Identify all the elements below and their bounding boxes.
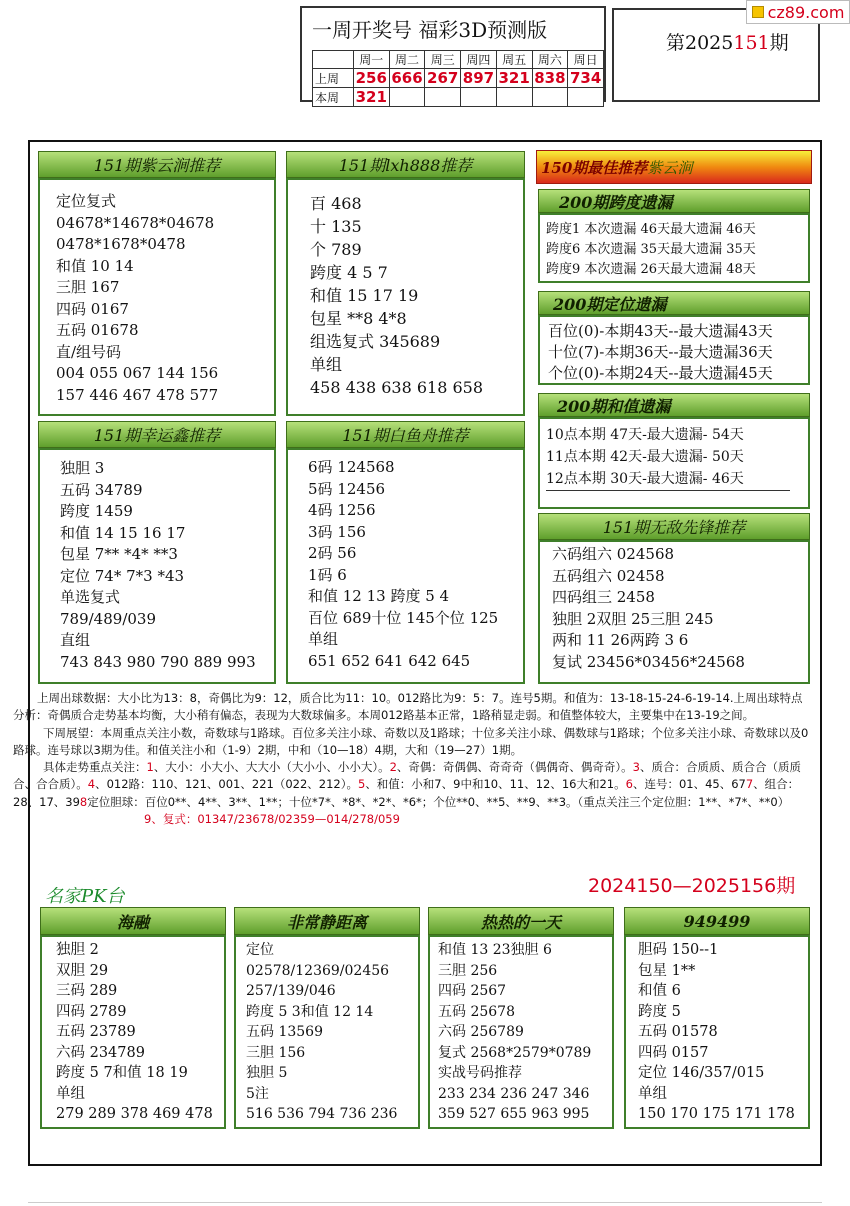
pos-title: 200期定位遗漏 [538, 291, 810, 315]
analysis-text [13, 690, 810, 828]
draw-number: 256 [353, 69, 389, 88]
logo-square-icon [752, 6, 764, 18]
lxh-lines: 百 468 十 135 个 789 跨度 4 5 7 和值 15 17 19 包星 **8 4*8 组选复式 345689 单组 458 438 638 618 658 [310, 194, 484, 397]
day-header: 周二 [389, 51, 425, 69]
draw-number: 267 [425, 69, 461, 88]
site-logo[interactable]: cz89.com [746, 0, 850, 24]
pk-col-1-title: 海融 [40, 907, 226, 935]
last-week-label: 上周 [313, 69, 354, 88]
bottom-divider [28, 1202, 822, 1203]
pk-col-4-lines: 胆码 150--1 包星 1** 和值 6 跨度 5 五码 01578 四码 0157 定位 146/357/015 单组 150 170 175 171 178 [638, 942, 795, 1122]
pk-title: 名家PK台 [45, 886, 125, 907]
pk-col-1-box [40, 935, 226, 1129]
pk-col-2-lines: 定位 02578/12369/02456 257/139/046 跨度 5 3和值 12 14 五码 13569 三胆 156 独胆 5 5注 516 536 794 736 236 [246, 942, 398, 1122]
wdxf-lines: 六码组六 024568 五码组六 02458 四码组三 2458 独胆 2双胆 25三胆 245 两和 11 26两跨 3 6 复试 23456*03456*24568 [552, 545, 745, 671]
analysis-compound: 9、复式：01347/23678/02359—014/278/059 [144, 812, 400, 827]
draw-number [425, 88, 461, 107]
pk-col-2-title: 非常静距离 [234, 907, 420, 935]
pk-col-3-lines: 和值 13 23独胆 6 三胆 256 四码 2567 五码 25678 六码 256789 复式 2568*2579*0789 实战号码推荐 233 234 236 247 346 359 527 655 963 995 [438, 942, 592, 1122]
draw-number: 666 [389, 69, 425, 88]
analysis-outlook: 下周展望：本周重点关注小数，奇数球与1路球。百位多关注小球、奇数以及1路球；十位多关注小球、偶数球与1路球；个位多关注小球、奇数球以及0路球。连号球以3期为佳。和值关注小和（1-9）2期，中和（10—18）4期，大和（19—27）1期。 [13, 725, 809, 757]
pk-col-1-lines: 独胆 2 双胆 29 三码 289 四码 2789 五码 23789 六码 234789 跨度 5 7和值 18 19 单组 279 289 378 469 478 [56, 942, 213, 1122]
draw-number: 734 [568, 69, 604, 88]
draw-number [532, 88, 568, 107]
draw-number [461, 88, 497, 107]
byz-box [286, 448, 525, 684]
day-header: 周五 [496, 51, 532, 69]
analysis-focus: 具体走势重点关注：1、大小：小大小、大大小（大小小、小小大）。2、奇偶：奇偶偶、奇奇奇（偶偶奇、偶奇奇）。3、质合：合质质、质合合（质质合、合合质）。4、012路：110、121、001、221（022、212）。5、和值：小和7、9中和10、11、12、16大和21。6、连号：01、45、677、组合：28、17、398定位胆球：百位0**、4**、3**、1**；十位*7*、*8*、*2*、*6*；个位**0、**5、**9、**3。（重点关注三个定位胆：1**、*7*、**0） [13, 760, 801, 809]
zyj-lines: 定位复式 04678*14678*04678 0478*1678*0478 和值 10 14 三胆 167 四码 0167 五码 01678 直/组号码 004 055 067 144 156 157 446 467 478 577 [56, 192, 219, 404]
draw-number: 321 [496, 69, 532, 88]
byz-title: 151期白鱼舟推荐 [286, 421, 525, 448]
weekly-draw-table [312, 50, 604, 107]
xyx-title: 151期幸运鑫推荐 [38, 421, 276, 448]
wdxf-title: 151期无敌先锋推荐 [538, 513, 810, 540]
day-header: 周一 [353, 51, 389, 69]
weekly-draw-panel [300, 6, 606, 106]
pos-box [538, 315, 810, 385]
issue-number: 第2025151期 [666, 32, 789, 54]
sum-lines: 10点本期 47天-最大遗漏- 54天 11点本期 42天-最大遗漏- 50天 12点本期 30天-最大遗漏- 46天 [546, 424, 790, 491]
draw-number [496, 88, 532, 107]
pk-period: 2024150—2025156期 [588, 875, 796, 897]
lxh-title: 151期lxh888推荐 [286, 151, 525, 178]
pos-lines: 百位(0)-本期43天--最大遗漏43天 十位(7)-本期36天--最大遗漏36天 个位(0)-本期24天--最大遗漏45天 [548, 322, 773, 382]
byz-lines: 6码 124568 5码 12456 4码 1256 3码 156 2码 56 1码 6 和值 12 13 跨度 5 4 百位 689十位 145个位 125 单组 651 652 641 642 645 [308, 458, 499, 670]
draw-number [568, 88, 604, 107]
zyj-title: 151期紫云涧推荐 [38, 151, 276, 178]
day-header: 周日 [568, 51, 604, 69]
xyx-box [38, 448, 276, 684]
sum-box [538, 417, 810, 509]
draw-number: 897 [461, 69, 497, 88]
span-box [538, 213, 810, 283]
sum-title: 200期和值遗漏 [538, 393, 810, 417]
best-title: 150期最佳推荐 紫云涧 [536, 150, 812, 184]
day-header: 周四 [461, 51, 497, 69]
pk-col-4-title: 949499 [624, 907, 810, 935]
span-title: 200期跨度遗漏 [538, 189, 810, 213]
analysis-last-week: 上周出球数据：大小比为13：8，奇偶比为9：12，质合比为11：10。012路比为9：5：7。连号5期。和值为：13-18-15-24-6-19-14.上周出球特点分析：奇偶质合走势基本均衡，大小稍有偏态，表现为大数球偏多。本周012路基本正常，1路稍显走弱。和值整体较大，主要集中在13-19之间。 [13, 691, 803, 723]
pk-col-3-title: 热热的一天 [428, 907, 614, 935]
zyj-box [38, 178, 276, 416]
day-header: 周三 [425, 51, 461, 69]
xyx-lines: 独胆 3 五码 34789 跨度 1459 和值 14 15 16 17 包星 7** *4* **3 定位 74* 7*3 *43 单选复式 789/489/039 直组 743 843 980 790 889 993 [60, 459, 256, 671]
weekly-draw-title: 一周开奖号 福彩3D预测版 [312, 18, 548, 42]
pk-col-4-box [624, 935, 810, 1129]
draw-number: 321 [353, 88, 389, 107]
pk-col-2-box [234, 935, 420, 1129]
lxh-box [286, 178, 525, 416]
span-lines: 跨度1 本次遗漏 46天最大遗漏 46天 跨度6 本次遗漏 35天最大遗漏 35天 跨度9 本次遗漏 26天最大遗漏 48天 [546, 222, 756, 277]
draw-number: 838 [532, 69, 568, 88]
day-header: 周六 [532, 51, 568, 69]
pk-col-3-box [428, 935, 614, 1129]
this-week-label: 本周 [313, 88, 354, 107]
wdxf-box [538, 540, 810, 684]
draw-number [389, 88, 425, 107]
